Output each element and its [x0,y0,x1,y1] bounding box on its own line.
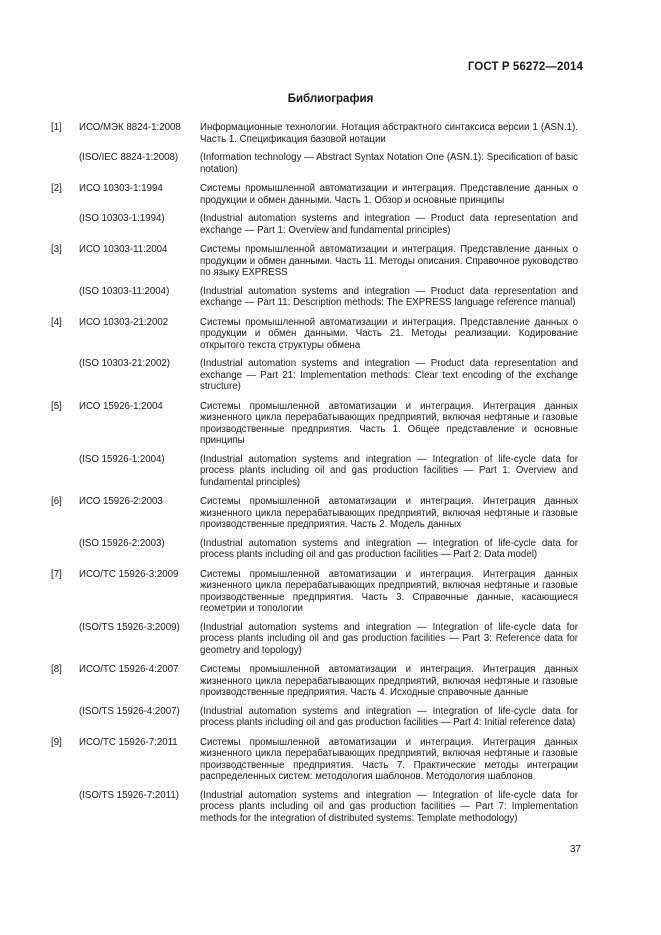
page-number: 37 [569,844,581,855]
bib-entry-ru [51,737,578,783]
bib-entry-ru [51,183,578,206]
bib-entry-en [51,152,578,175]
entry-code: (ISO/TS 15926-4:2007) [79,705,180,717]
bib-entry-en [51,213,578,236]
entry-title: (Industrial automation systems and integration — Integration of life-cycle data for process plants including oil and gas production facilities — Part 1: Overview and fundamental principles) [200,453,578,488]
entry-title: Системы промышленной автоматизации и интеграция. Интеграция данных жизненного цикла перерабатывающих предприятий, включая нефтяные и газовые производственные предприятия. Часть 4. Исходные справочные данные [200,664,578,698]
bib-entry-en [51,790,578,825]
entry-code: ИСО/ТС 15926-7:2011 [79,736,178,748]
entry-title: (Industrial automation systems and integration — Integration of life-cycle data for process plants including oil and gas production facilities — Part 7: Implementation methods for the integration of distributed systems: Template methodology) [200,789,578,824]
entry-title: (Information technology — Abstract Syntax Notation One (ASN.1): Specification of basic notation) [200,152,578,175]
entry-code: ИСО/ТС 15926-4:2007 [79,664,179,675]
entry-code: (ISO 15926-2:2003) [79,537,165,549]
entry-code: ИСО 10303-1:1994 [79,183,163,194]
entry-title: (Industrial automation systems and integration — Integration of life-cycle data for process plants including oil and gas production facilities — Part 2: Data model) [200,537,578,560]
entry-title: (Industrial automation systems and integration — Integration of life-cycle data for process plants including oil and gas production facilities — Part 3: Reference data for geometry and topology) [200,621,578,656]
bib-entry-en [51,286,578,309]
entry-code: ИСО 10303-11:2004 [79,244,168,255]
bib-entry-ru [51,317,578,352]
entry-title: (Industrial automation systems and integration — Integration of life-cycle data for process plants including oil and gas production facilities — Part 4: Initial reference data) [200,705,578,728]
entry-number: [1] [51,122,62,133]
bib-entry-en [51,706,578,729]
entry-code: (ISO 10303-11:2004) [79,285,170,297]
entry-title: (Industrial automation systems and integration — Product data representation and exchange — Part 1: Overview and fundamental principles) [200,213,578,236]
entry-number: [4] [51,316,62,328]
bib-entry-en [51,622,578,657]
entry-number: [9] [51,736,62,748]
entry-code: (ISO/IEC 8824-1:2008) [79,152,179,163]
entry-code: (ISO 10303-21:2002) [79,358,171,369]
entry-title: (Industrial automation systems and integration — Product data representation and exchange — Part 11: Description methods: The EXPRESS language reference manual) [200,285,578,308]
entry-code: ИСО 15926-2:2003 [79,496,163,507]
entry-code: (ISO 15926-1:2004) [79,453,165,465]
entry-number: [2] [51,183,62,194]
entry-number: [8] [51,664,62,675]
bib-entry-ru [51,401,578,447]
entry-title: (Industrial automation systems and integration — Product data representation and exchange — Part 21: Implementation methods: Clear text encoding of the exchange structure) [200,358,578,392]
bib-entry-ru [51,569,578,615]
bib-entry-en [51,358,578,393]
entry-code: (ISO/TS 15926-7:2011) [79,789,179,801]
bibliography-list [51,122,578,832]
entry-title: Системы промышленной автоматизации и интеграция. Представление данных о продукции и обмен данными. Часть 21. Методы реализации. Кодирование открытого текста структуры обмена [200,316,578,351]
entry-number: [5] [51,400,62,412]
entry-number: [6] [51,496,62,507]
entry-title: Системы промышленной автоматизации и интеграция. Интеграция данных жизненного цикла перерабатывающих предприятий, включая нефтяные и газовые производственные предприятия. Часть 3. Справочные данные, касающиеся геометрии и топологии [200,568,578,614]
bib-entry-ru [51,244,578,279]
entry-code: (ISO/TS 15926-3:2009) [79,621,180,633]
entry-code: ИСО 15926-1:2004 [79,400,163,412]
bib-entry-ru [51,664,578,699]
bib-entry-ru [51,122,578,145]
entry-title: Системы промышленной автоматизации и интеграция. Представление данных о продукции и обмен данными. Часть 11. Методы описания. Справочное руководство по языку EXPRESS [200,244,578,278]
entry-code: (ISO 10303-1:1994) [79,213,165,224]
bib-entry-en [51,454,578,489]
entry-title: Системы промышленной автоматизации и интеграция. Представление данных о продукции и обмен данными. Часть 1. Обзор и основные принципы [200,183,578,206]
page-title: Библиография [287,93,374,105]
entry-title: Информационные технологии. Нотация абстрактного синтаксиса версии 1 (ASN.1). Часть 1. Спецификация базовой нотации [200,122,578,145]
entry-code: ИСО 10303-21:2002 [79,316,169,328]
entry-code: ИСО/МЭК 8824-1:2008 [79,122,181,133]
entry-title: Системы промышленной автоматизации и интеграция. Интеграция данных жизненного цикла перерабатывающих предприятий, включая нефтяные и газовые производственные предприятия. Часть 1. Общее представление и основные принципы [200,400,578,446]
entry-title: Системы промышленной автоматизации и интеграция. Интеграция данных жизненного цикла перерабатывающих предприятий, включая нефтяные и газовые производственные предприятия. Часть 2. Модель данных [200,496,578,530]
entry-code: ИСО/ТС 15926-3:2009 [79,568,179,580]
bib-entry-en [51,538,578,561]
entry-number: [7] [51,568,62,580]
standard-number: ГОСТ Р 56272—2014 [467,61,583,73]
entry-number: [3] [51,244,62,255]
bib-entry-ru [51,496,578,531]
entry-title: Системы промышленной автоматизации и интеграция. Интеграция данных жизненного цикла перерабатывающих предприятий, включая нефтяные и газовые производственные предприятия. Часть 7. Практические методы интеграции распределенных систем: методология шаблонов. Методология шаблонов [200,736,578,782]
